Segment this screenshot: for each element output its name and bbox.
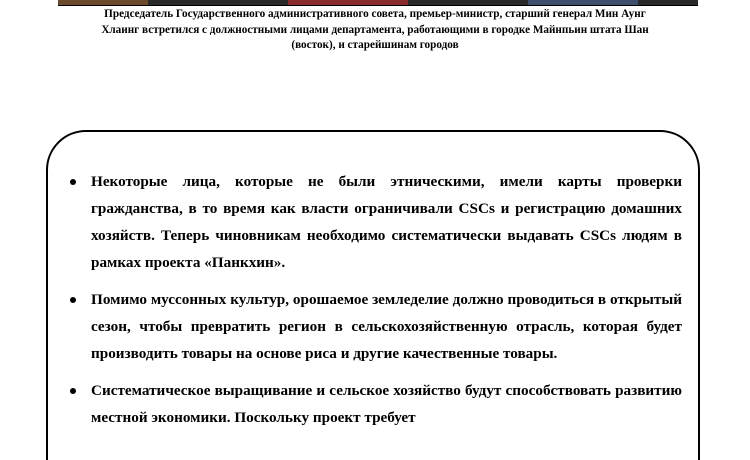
photo-region: [528, 0, 638, 5]
caption-line: Хлаинг встретился с должностными лицами департамента, работающими в городке Майнпьин штата Шан: [101, 23, 649, 36]
caption-line: (восток), и старейшинам городов: [291, 39, 459, 51]
news-photo: [58, 0, 698, 6]
bullet-dot-icon: [70, 179, 76, 185]
bullet-dot-icon: [70, 297, 76, 303]
bullet-item: [62, 168, 682, 276]
bullet-dot-icon: [70, 388, 76, 394]
bullet-list: [62, 168, 682, 441]
photo-caption: [40, 7, 710, 54]
bullet-item: [62, 286, 682, 367]
bullet-text: Помимо муссонных культур, орошаемое земледелие должно проводиться в открытый сезон, чтобы превратить регион в сельскохозяйственную отрасль, которая будет производить товары на основе риса и другие качественные товары.: [91, 291, 682, 362]
caption-line: Председатель Государственного административного совета, премьер-министр, старший генерал Мин Аунг: [104, 8, 646, 20]
photo-region: [288, 0, 408, 5]
bullet-text: Систематическое выращивание и сельское хозяйство будут способствовать развитию местной экономики. Поскольку проект требует: [91, 382, 682, 426]
bullet-text: Некоторые лица, которые не были этническими, имели карты проверки гражданства, в то время как власти ограничивали CSCs и регистрацию домашних хозяйств. Теперь чиновникам необходимо систематически выдавать CSCs людям в рамках проекта «Панкхин».: [91, 173, 682, 271]
bullet-item: [62, 377, 682, 431]
photo-region: [58, 0, 148, 5]
